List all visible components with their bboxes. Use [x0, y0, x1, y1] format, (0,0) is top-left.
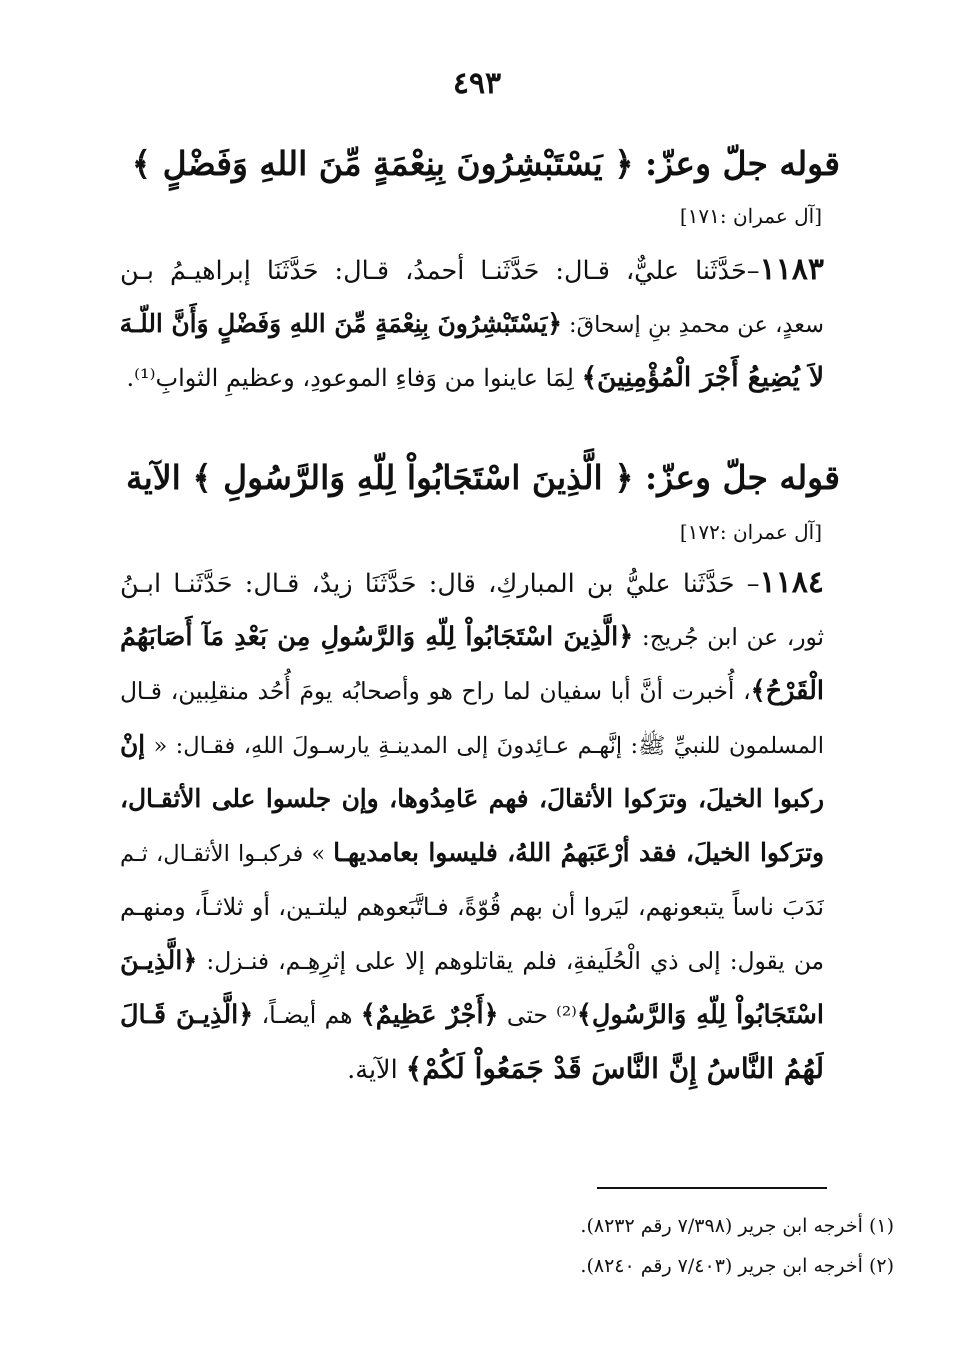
verse-reference-1: [آل عمران :١٧١] — [679, 204, 822, 228]
section-heading-1: قوله جلّ وعزّ: ﴿ يَسْتَبْشِرُونَ بِنِعْمَةٍ مِّنَ اللهِ وَفَضْلٍ ﴾ — [131, 144, 840, 183]
quran-quote: اسْتَجَابُواْ لِلّهِ وَالرَّسُولِ﴾ — [576, 1000, 824, 1030]
hadith-1184 — [120, 556, 824, 1096]
prophetic-speech: ركبوا الخيلَ، وترَكوا الأثقالَ، فهم عَامِدُوها، وإن جلسوا على الأثقـال، — [120, 784, 824, 813]
hadith-1184-line-8 — [120, 934, 824, 988]
hadith-number-1184: ١١٨٤ — [759, 565, 824, 600]
hadith-1184-text-9a: ⁽²⁾ حتى — [498, 1002, 577, 1029]
hadith-1184-text-4: المسلمون للنبيِّ ﷺ: إنَّهـم عـائِدونَ إلى المدينـةِ يارسـولَ اللهِ، فقـال: « — [145, 733, 824, 759]
hadith-1183-text-1: –حَدَّثَنا عليٌّ، قـال: حَدَّثَنـا أحمدُ، قـال: حَدَّثَنَا إبراهيـمُ بـن — [120, 256, 760, 286]
hadith-1183-text-2: سعدٍ، عن محمدِ بنِ إسحاقَ: — [561, 312, 824, 338]
quran-quote: ﴿الَّذِينَ اسْتَجَابُواْ لِلّهِ وَالرَّسُولِ مِن بَعْدِ مَآ أَصَابَهُمُ — [120, 622, 634, 652]
footnote-1: (١) أخرجه ابن جرير (٧/٣٩٨ رقم ٨٢٣٢). — [580, 1215, 894, 1237]
hadith-1184-text-2: ثور، عن ابن جُريج: — [633, 624, 824, 651]
hadith-1184-line-4 — [120, 718, 824, 772]
verse-reference-2: [آل عمران :١٧٢] — [679, 520, 822, 544]
quran-quote: ﴿الَّذِيـنَ قَـالَ — [120, 1000, 254, 1030]
hadith-1184-text-8: من يقول: إلى ذي الْحُلَيفةِ، فلم يقاتلوهم إلا على إثرِهِـم، فنـزل: — [197, 948, 824, 975]
footnotes — [440, 1206, 894, 1286]
hadith-1184-text-3: ، أُخبرت أنَّ أبا سفيان لما راح هو وأصحابُه يومَ أُحُد منقلِبين، قـال — [120, 678, 751, 705]
quran-quote: ﴿الَّذِيـنَ — [120, 946, 198, 976]
quran-quote: ﴿أَجْرٌ عَظِيمٌ﴾ — [360, 1000, 499, 1030]
footnote-2: (٢) أخرجه ابن جرير (٧/٤٠٣ رقم ٨٢٤٠). — [580, 1255, 894, 1277]
hadith-1184-text-7: نَدَبَ ناساً يتبعونهم، ليَروا أن بهم قُوّةً، فـاتَّبَعوهم ليلتـين، أو ثلاثـاً، ومنهـم — [120, 893, 824, 921]
hadith-number-1183: ١١٨٣ — [759, 252, 824, 287]
hadith-1184-line-9 — [120, 988, 824, 1042]
quran-quote: لَهُمُ النَّاسُ إِنَّ النَّاسَ قَدْ جَمَعُواْ لَكُمْ﴾ — [405, 1052, 824, 1085]
hadith-1184-line-2 — [120, 610, 824, 664]
hadith-1184-line-6 — [120, 826, 824, 880]
hadith-1183-text-3: لِمَا عاينوا من وَفاءِ الموعودِ، وعظيمِ الثوابِ⁽¹⁾. — [126, 364, 582, 392]
hadith-1183-line-1 — [120, 243, 824, 297]
section-heading-2: قوله جلّ وعزّ: ﴿ الَّذِينَ اسْتَجَابُواْ لِلّهِ وَالرَّسُولِ ﴾ الآية — [125, 458, 840, 497]
hadith-1184-text-9b: هم أيضـاً، — [253, 1002, 361, 1029]
hadith-1184-line-3 — [120, 664, 824, 718]
hadith-1184-line-10 — [120, 1042, 824, 1096]
prophetic-speech: وترَكوا الخيلَ، فقد أرْعَبَهمُ اللهُ، فليسوا بعامديهـا — [333, 838, 824, 867]
quran-quote: لاَ يُضِيعُ أَجْرَ الْمُؤْمِنِينَ﴾ — [581, 362, 824, 393]
hadith-1184-text-10: الآية. — [347, 1055, 406, 1085]
hadith-1183-line-3 — [120, 351, 824, 405]
hadith-1183 — [120, 243, 824, 405]
quran-quote: ﴿يَسْتَبْشِرُونَ بِنِعْمَةٍ مِّنَ اللهِ وَفَضْلٍ وَأَنَّ اللّـهَ — [120, 309, 562, 338]
quran-quote: الْقَرْحُ﴾ — [750, 676, 824, 706]
prophetic-speech: إنْ — [120, 730, 146, 759]
hadith-1184-line-7 — [120, 880, 824, 934]
hadith-1184-line-1 — [120, 556, 824, 610]
hadith-1184-text-1: – حَدَّثَنا عليُّ بن المباركِ، قال: حَدَّثَنَا زيدٌ، قـال: حَدَّثَنـا ابـنُ — [120, 569, 760, 599]
page-number: ٤٩٣ — [452, 66, 502, 101]
footnote-separator — [597, 1187, 827, 1189]
hadith-1184-text-6: » فركبـوا الأثقـال، ثـم — [120, 841, 334, 867]
hadith-1184-line-5 — [120, 772, 824, 826]
hadith-1183-line-2 — [120, 297, 824, 351]
